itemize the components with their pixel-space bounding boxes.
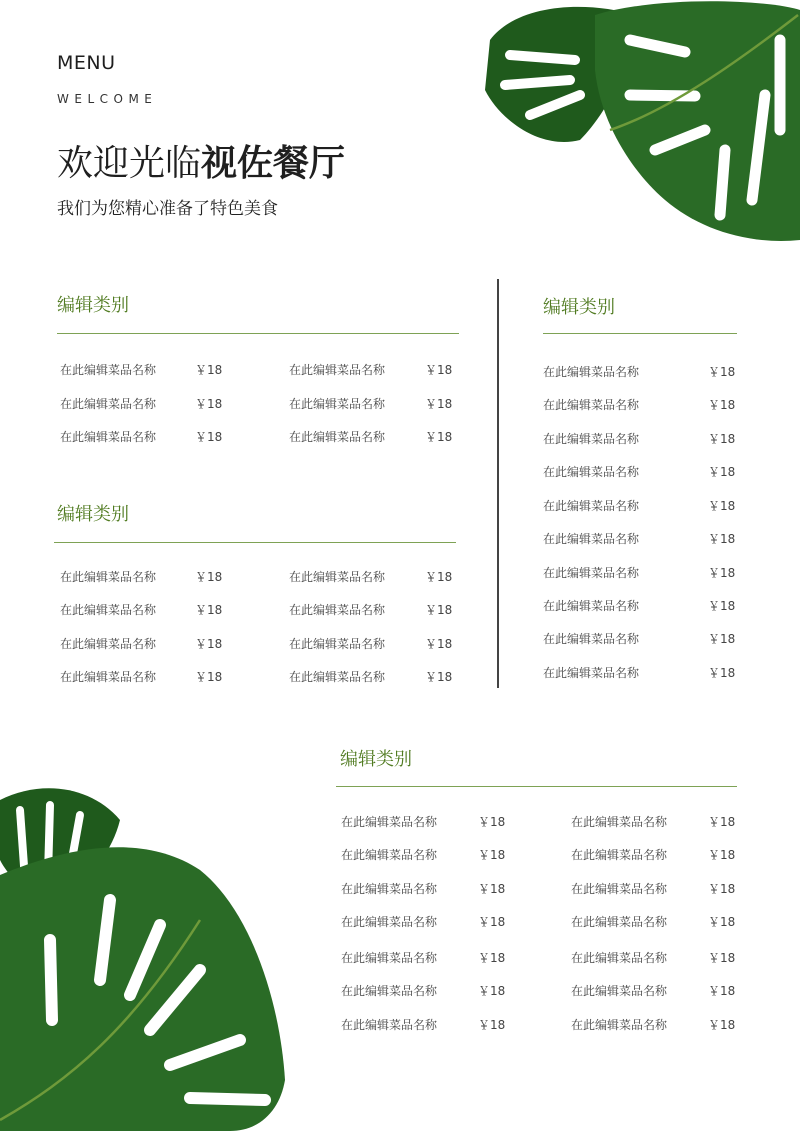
dish-price: ￥18 xyxy=(708,432,736,446)
dish-name: 在此编辑菜品名称 xyxy=(543,465,640,479)
dish-name: 在此编辑菜品名称 xyxy=(289,363,386,377)
dish-price: ￥18 xyxy=(478,882,506,896)
dish-price: ￥18 xyxy=(478,848,506,862)
dish-price: ￥18 xyxy=(708,465,736,479)
dish-price: ￥18 xyxy=(195,430,223,444)
dish-name: 在此编辑菜品名称 xyxy=(341,915,438,929)
dish-name: 在此编辑菜品名称 xyxy=(341,951,438,965)
dish-price: ￥18 xyxy=(425,670,453,684)
dish-name: 在此编辑菜品名称 xyxy=(543,532,640,546)
dish-name: 在此编辑菜品名称 xyxy=(571,984,668,998)
category-divider xyxy=(543,333,737,334)
dish-name: 在此编辑菜品名称 xyxy=(543,632,640,646)
dish-price: ￥18 xyxy=(708,815,736,829)
dish-name: 在此编辑菜品名称 xyxy=(341,815,438,829)
dish-price: ￥18 xyxy=(478,1018,506,1032)
dish-price: ￥18 xyxy=(708,848,736,862)
dish-price: ￥18 xyxy=(708,499,736,513)
dish-price: ￥18 xyxy=(708,398,736,412)
dish-name: 在此编辑菜品名称 xyxy=(341,984,438,998)
dish-price: ￥18 xyxy=(708,566,736,580)
dish-price: ￥18 xyxy=(708,632,736,646)
dish-name: 在此编辑菜品名称 xyxy=(543,365,640,379)
dish-price: ￥18 xyxy=(478,984,506,998)
dish-name: 在此编辑菜品名称 xyxy=(60,570,157,584)
title-bold: 视佐餐厅 xyxy=(201,143,346,184)
page-title xyxy=(57,142,345,186)
page-subtitle: 我们为您精心准备了特色美食 xyxy=(57,199,278,219)
category-divider xyxy=(54,542,456,543)
dish-price: ￥18 xyxy=(195,363,223,377)
dish-price: ￥18 xyxy=(708,666,736,680)
dish-name: 在此编辑菜品名称 xyxy=(571,915,668,929)
dish-price: ￥18 xyxy=(708,951,736,965)
welcome-text: WELCOME xyxy=(57,92,158,106)
category-divider xyxy=(57,333,459,334)
dish-name: 在此编辑菜品名称 xyxy=(571,815,668,829)
dish-price: ￥18 xyxy=(425,397,453,411)
dish-name: 在此编辑菜品名称 xyxy=(571,951,668,965)
dish-price: ￥18 xyxy=(708,599,736,613)
dish-name: 在此编辑菜品名称 xyxy=(60,637,157,651)
dish-price: ￥18 xyxy=(708,532,736,546)
dish-name: 在此编辑菜品名称 xyxy=(289,570,386,584)
dish-name: 在此编辑菜品名称 xyxy=(289,637,386,651)
dish-name: 在此编辑菜品名称 xyxy=(543,398,640,412)
dish-name: 在此编辑菜品名称 xyxy=(543,566,640,580)
dish-price: ￥18 xyxy=(478,915,506,929)
dish-name: 在此编辑菜品名称 xyxy=(543,499,640,513)
dish-price: ￥18 xyxy=(425,430,453,444)
category-divider xyxy=(336,786,737,787)
dish-price: ￥18 xyxy=(195,670,223,684)
dish-price: ￥18 xyxy=(195,397,223,411)
dish-price: ￥18 xyxy=(425,637,453,651)
dish-name: 在此编辑菜品名称 xyxy=(571,848,668,862)
dish-price: ￥18 xyxy=(195,637,223,651)
dish-price: ￥18 xyxy=(708,365,736,379)
dish-name: 在此编辑菜品名称 xyxy=(341,1018,438,1032)
dish-name: 在此编辑菜品名称 xyxy=(341,882,438,896)
dish-name: 在此编辑菜品名称 xyxy=(543,432,640,446)
dish-name: 在此编辑菜品名称 xyxy=(60,670,157,684)
dish-name: 在此编辑菜品名称 xyxy=(289,670,386,684)
dish-price: ￥18 xyxy=(708,882,736,896)
dish-price: ￥18 xyxy=(708,915,736,929)
menu-label: MENU xyxy=(57,52,116,74)
dish-name: 在此编辑菜品名称 xyxy=(289,430,386,444)
dish-name: 在此编辑菜品名称 xyxy=(60,603,157,617)
category-title: 编辑类别 xyxy=(543,297,615,318)
dish-name: 在此编辑菜品名称 xyxy=(289,397,386,411)
dish-price: ￥18 xyxy=(478,951,506,965)
dish-price: ￥18 xyxy=(478,815,506,829)
dish-price: ￥18 xyxy=(425,363,453,377)
monstera-leaf-top-right-image xyxy=(480,0,800,245)
vertical-divider xyxy=(497,279,499,688)
category-title: 编辑类别 xyxy=(57,295,129,316)
dish-name: 在此编辑菜品名称 xyxy=(341,848,438,862)
dish-name: 在此编辑菜品名称 xyxy=(571,882,668,896)
dish-price: ￥18 xyxy=(708,984,736,998)
title-light: 欢迎光临 xyxy=(57,143,202,184)
category-title: 编辑类别 xyxy=(340,749,412,770)
dish-name: 在此编辑菜品名称 xyxy=(543,666,640,680)
dish-price: ￥18 xyxy=(425,570,453,584)
dish-price: ￥18 xyxy=(425,603,453,617)
dish-name: 在此编辑菜品名称 xyxy=(60,397,157,411)
monstera-leaf-bottom-left-image xyxy=(0,780,285,1131)
dish-price: ￥18 xyxy=(708,1018,736,1032)
dish-name: 在此编辑菜品名称 xyxy=(289,603,386,617)
category-title: 编辑类别 xyxy=(57,504,129,525)
dish-price: ￥18 xyxy=(195,603,223,617)
dish-name: 在此编辑菜品名称 xyxy=(543,599,640,613)
dish-price: ￥18 xyxy=(195,570,223,584)
dish-name: 在此编辑菜品名称 xyxy=(60,363,157,377)
dish-name: 在此编辑菜品名称 xyxy=(571,1018,668,1032)
dish-name: 在此编辑菜品名称 xyxy=(60,430,157,444)
